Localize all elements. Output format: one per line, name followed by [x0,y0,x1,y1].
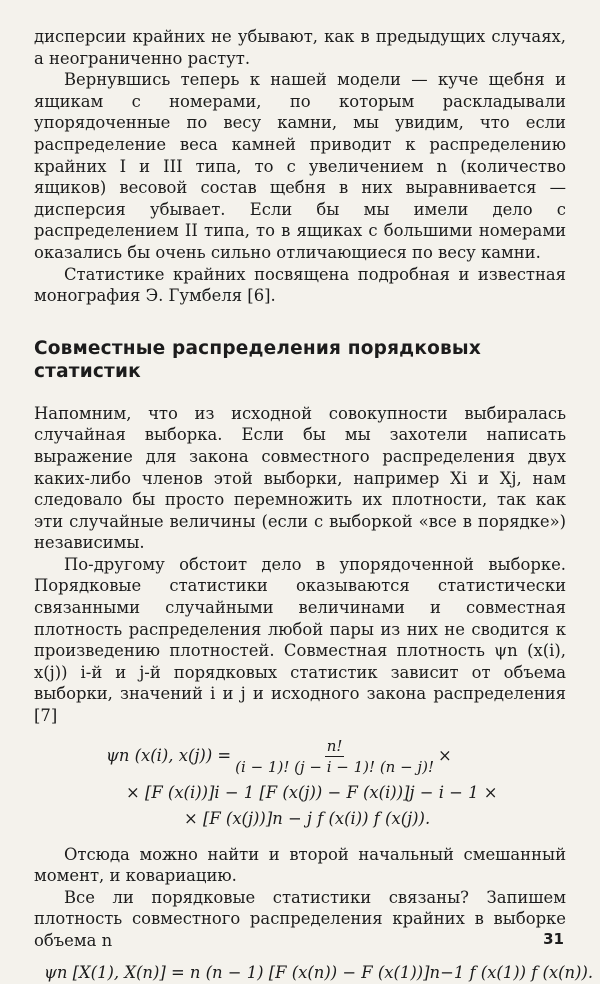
formula-line-1 [34,737,566,776]
paragraph-continuation: дисперсии крайних не убывают, как в предыдущих случаях, а неограниченно растут. [34,27,566,68]
formula-lhs: ψn (x(i), x(j)) = [106,746,232,766]
joint-density-formula [34,737,566,830]
formula-fraction [235,737,434,776]
paragraph-extremes: Все ли порядковые статистики связаны? Запишем плотность совместного распределения крайних в выборке объема n [34,887,566,950]
formula-line-2: × [F (x(i))]i − 1 [F (x(j)) − F (x(i))]j − i − 1 × [126,782,498,802]
extremes-density-formula: ψn [X(1), X(n)] = n (n − 1) [F (x(n)) − F (x(1))]n−1 f (x(1)) f (x(n)). [44,962,594,982]
section-heading: Совместные распределения порядковых статистик [34,337,481,382]
page-number: 31 [543,930,564,948]
formula-denominator: (i − 1)! (j − i − 1)! (n − j)! [235,757,434,776]
paragraph-model: Вернувшись теперь к нашей модели — куче щебня и ящикам с номерами, по которым раскладывали упорядоченные по весу камни, мы увидим, что если распределение веса камней приводит к распределению крайних I и III типа, то с увеличением n (количество ящиков) весовой состав щебня в них выравнивается — дисперсия убывает. Если бы мы имели дело с распределением II типа, то в ящиках с большими номерами оказались бы очень сильно отличающиеся по весу камни. [34,70,566,262]
paragraph-gumbel: Статистике крайних посвящена подробная и известная монография Э. Гумбеля [6]. [34,264,566,306]
formula-times: × [437,746,452,766]
formula-line-3: × [F (x(j))]n − j f (x(i)) f (x(j)). [184,808,431,828]
paragraph-joint-sample: Напомним, что из исходной совокупности выбиралась случайная выборка. Если бы мы захотели написать выражение для закона совместного распределения двух каких-либо членов этой выборки, например Xi и Xj, нам следовало бы просто перемножить их плотности, так как эти случайные величины (если с выборкой «все в порядке») независимы. [34,403,566,553]
formula-numerator: n! [326,736,343,755]
paragraph-covariance: Отсюда можно найти и второй начальный смешанный момент, и ковариацию. [34,844,566,886]
paragraph-ordered-sample: По-другому обстоит дело в упорядоченной выборке. Порядковые статистики оказываются статистически связанными случайными величинами и совместная плотность распределения любой пары из них не сводится к произведению плотностей. Совместная плотность ψn (x(i), x(j)) i-й и j-й порядковых статистик зависит от объема выборки, значений i и j и исходного закона распределения [7] [34,554,566,726]
